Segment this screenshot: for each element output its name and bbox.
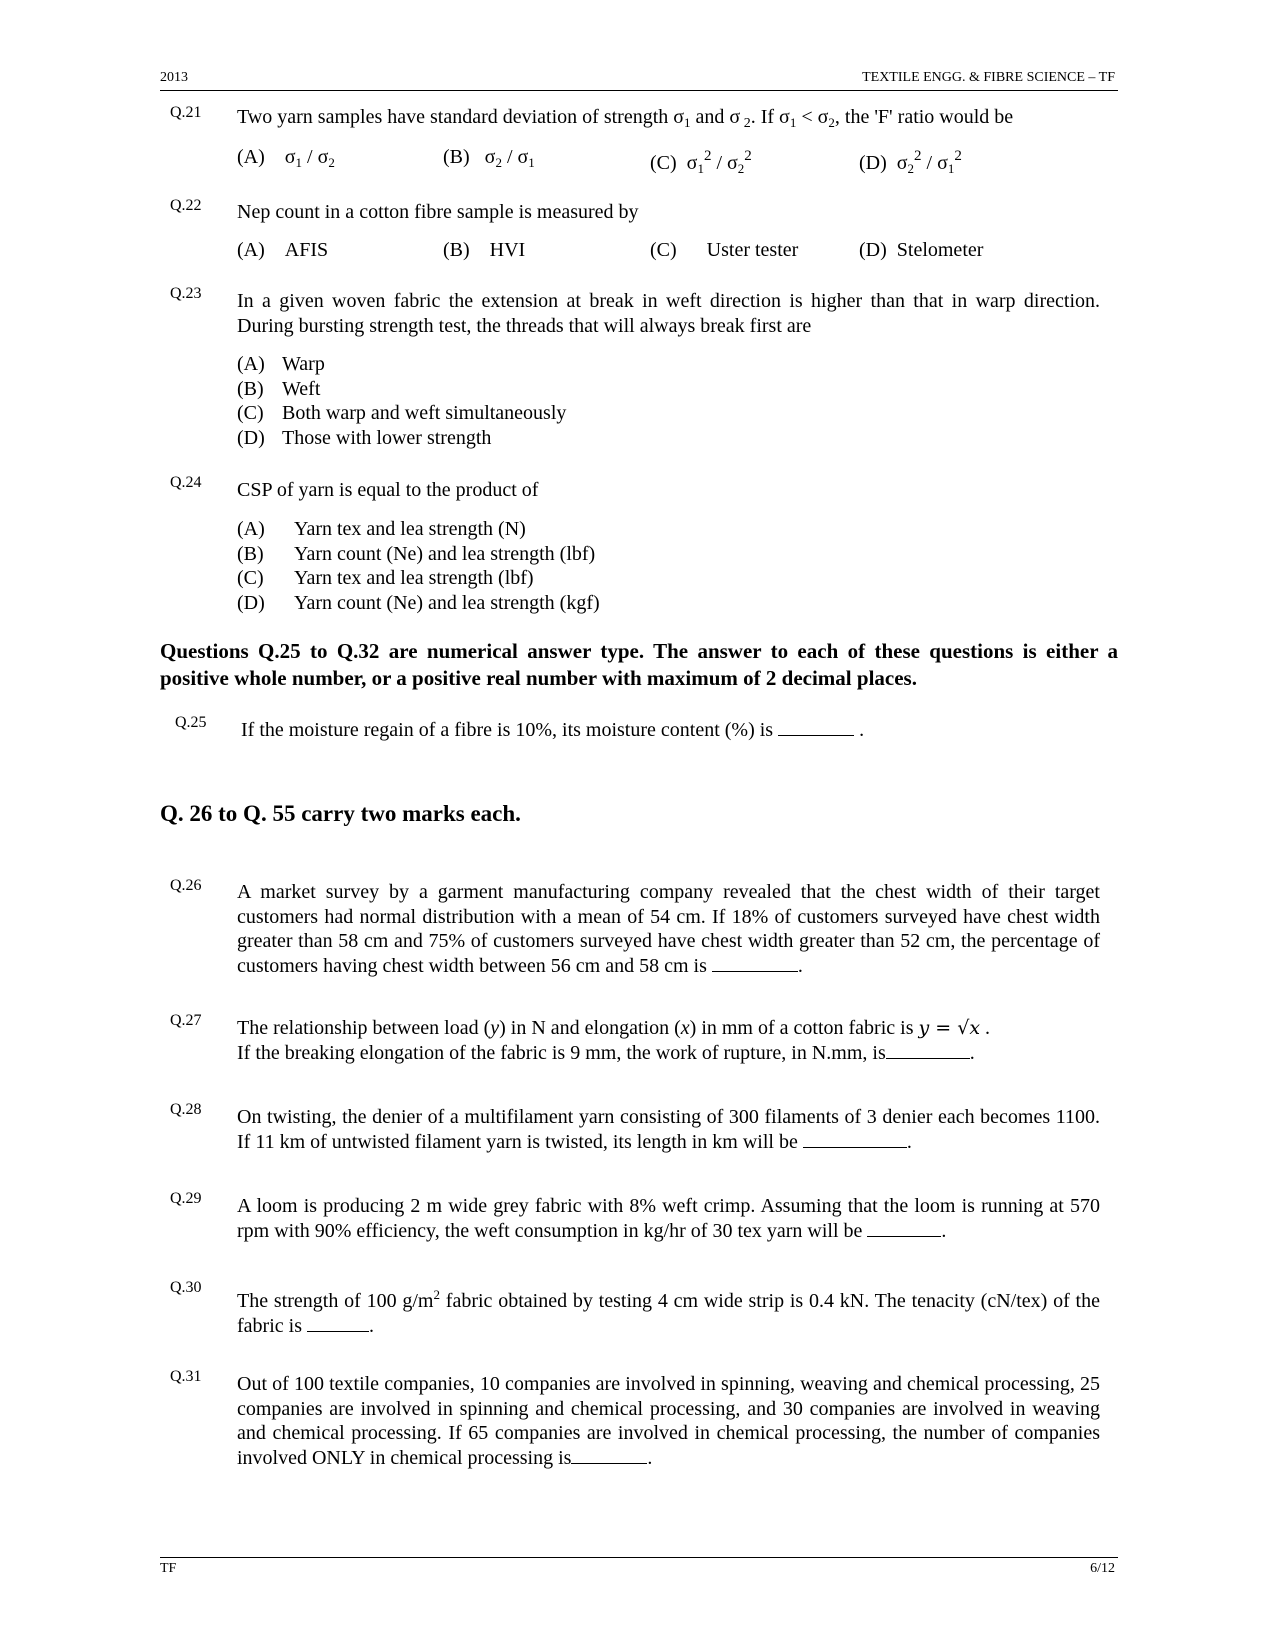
- option-c: (C) $\sigma_1^2 / \sigma_2^2$: [650, 148, 752, 176]
- formula: y = √x: [918, 1017, 981, 1039]
- answer-blank: [803, 1130, 907, 1148]
- option-b: (B) $\sigma_2 / \sigma_1$: [443, 146, 535, 170]
- option-c: (C) Yarn tex and lea strength (lbf): [237, 567, 534, 589]
- option-b: (B) Weft: [237, 377, 321, 400]
- footer-code: TF: [160, 1561, 177, 1576]
- option-list: [237, 517, 600, 615]
- answer-blank: [867, 1219, 941, 1237]
- header-year: 2013: [160, 70, 188, 85]
- answer-blank: [571, 1446, 647, 1464]
- question-number: Q.22: [170, 197, 202, 214]
- question-number: Q.31: [170, 1368, 202, 1385]
- question-number: Q.29: [170, 1190, 202, 1207]
- question-stem: A loom is producing 2 m wide grey fabric with 8% weft crimp. Assuming that the loom is running at 570 rpm with 90% efficiency, the weft consumption in kg/hr of 30 tex yarn will be .: [237, 1195, 1100, 1242]
- question-number: Q.30: [170, 1279, 202, 1296]
- option-d: (D) $\sigma_2^2 / \sigma_1^2$: [859, 148, 962, 176]
- option-a: (A) AFIS: [237, 239, 329, 261]
- question-stem: A market survey by a garment manufacturing company revealed that the chest width of their target customers had normal distribution with a mean of 54 cm. If 18% of customers surveyed have chest width greater than 58 cm and 75% of customers surveyed have chest width greater than 52 cm, the percentage of customers having chest width between 56 cm and 58 cm is .: [237, 881, 1100, 977]
- question-number: Q.25: [175, 714, 207, 731]
- answer-blank: [712, 954, 798, 972]
- page-number: 6/12: [1090, 1561, 1115, 1576]
- option-c: (C) Uster tester: [650, 239, 799, 261]
- option-d: (D) Stelometer: [859, 239, 984, 261]
- option-a: (A) $\sigma_1 / \sigma_2$: [237, 146, 335, 170]
- question-number: Q.21: [170, 104, 202, 121]
- option-a: (A) Yarn tex and lea strength (N): [237, 518, 526, 540]
- question-stem: The relationship between load (y) in N and elongation (x) in mm of a cotton fabric is y = √x . If the breaking elongation of the fabric is 9 mm, the work of rupture, in N.mm, is .: [237, 1017, 991, 1064]
- question-stem: CSP of yarn is equal to the product of: [237, 479, 539, 501]
- option-a: (A) Warp: [237, 353, 325, 375]
- option-d: (D) Yarn count (Ne) and lea strength (kgf): [237, 591, 600, 614]
- answer-blank: [886, 1041, 970, 1059]
- answer-blank: [307, 1314, 369, 1332]
- question-stem: Out of 100 textile companies, 10 companies are involved in spinning, weaving and chemical processing, 25 companies are involved in spinning and chemical processing, and 30 companies are involved in weaving and chemical processing. If 65 companies are involved in chemical processing, the number of companies involved ONLY in chemical processing is .: [237, 1373, 1100, 1469]
- question-number: Q.27: [170, 1012, 202, 1029]
- option-b: (B) HVI: [443, 239, 526, 261]
- footer-rule: [160, 1557, 1118, 1558]
- question-stem: If the moisture regain of a fibre is 10%, its moisture content (%) is .: [241, 719, 865, 741]
- header-title: TEXTILE ENGG. & FIBRE SCIENCE – TF: [862, 70, 1115, 85]
- question-stem: Two yarn samples have standard deviation of strength $\sigma_1$ and σ $_2$. If $\sigma_1 < \sigma_2$, the 'F' ratio would be: [237, 106, 1014, 131]
- question-number: Q.24: [170, 474, 202, 491]
- header-rule: [160, 90, 1118, 91]
- question-number: Q.28: [170, 1101, 202, 1118]
- option-d: (D) Those with lower strength: [237, 426, 492, 449]
- answer-blank: [778, 718, 854, 736]
- question-stem: In a given woven fabric the extension at break in weft direction is higher than that in warp direction. During bursting strength test, the threads that will always break first are: [237, 290, 1100, 337]
- section-heading: Q. 26 to Q. 55 carry two marks each.: [160, 801, 521, 826]
- question-number: Q.23: [170, 285, 202, 302]
- question-stem: The strength of 100 $g/m^2$ fabric obtained by testing 4 cm wide strip is 0.4 kN. The tenacity (cN/tex) of the fabric is .: [237, 1287, 1100, 1337]
- question-stem: Nep count in a cotton fibre sample is measured by: [237, 201, 639, 223]
- option-list: [237, 352, 566, 450]
- section-note: Questions Q.25 to Q.32 are numerical answer type. The answer to each of these questions is either a positive whole number, or a positive real number with maximum of 2 decimal places.: [160, 639, 1118, 690]
- question-stem: On twisting, the denier of a multifilament yarn consisting of 300 filaments of 3 denier each becomes 1100. If 11 km of untwisted filament yarn is twisted, its length in km will be .: [237, 1106, 1100, 1153]
- question-number: Q.26: [170, 877, 202, 894]
- option-c: (C) Both warp and weft simultaneously: [237, 402, 567, 424]
- option-b: (B) Yarn count (Ne) and lea strength (lbf): [237, 542, 596, 565]
